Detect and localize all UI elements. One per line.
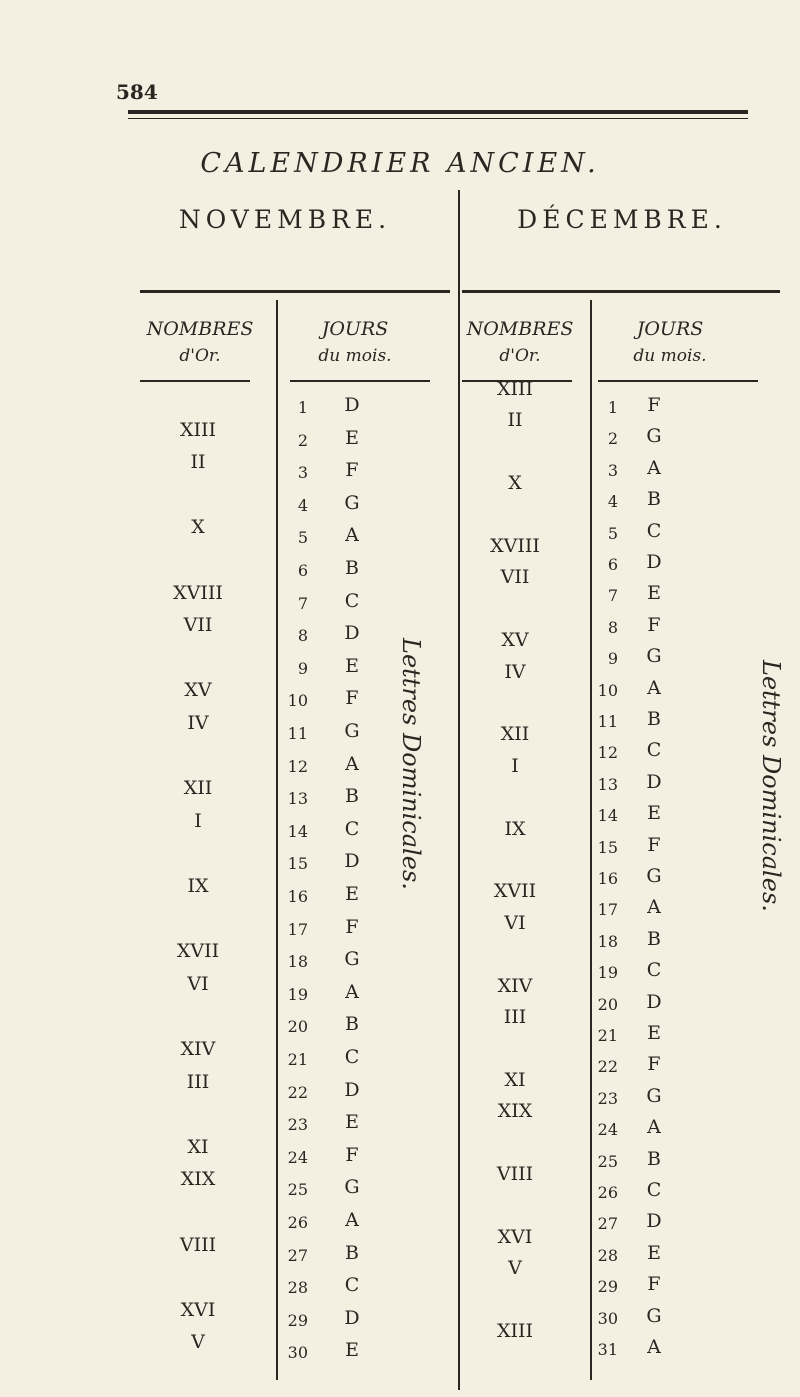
dominical-letter: D	[646, 551, 662, 573]
golden-number: XV	[184, 679, 212, 702]
day-number: 24	[287, 1147, 308, 1167]
golden-number: X	[191, 516, 205, 539]
day-number: 27	[287, 1245, 308, 1265]
golden-number: II	[507, 409, 523, 432]
golden-number: II	[190, 451, 206, 474]
dominical-letter: B	[345, 1241, 359, 1264]
day-number: 29	[287, 1310, 308, 1330]
day-number: 31	[597, 1340, 618, 1359]
day-number: 16	[597, 869, 618, 888]
dominical-letter: D	[344, 1078, 360, 1101]
golden-number: IV	[187, 712, 209, 734]
day-number: 23	[287, 1115, 308, 1135]
dominical-letter: A	[345, 980, 359, 1003]
golden-number: III	[503, 1006, 527, 1028]
day-number: 18	[287, 952, 308, 972]
nov-dominical-label: Lettres Dominicales.	[397, 638, 425, 890]
day-number: 23	[597, 1088, 618, 1108]
dominical-letter: G	[344, 491, 360, 514]
day-number: 19	[287, 984, 308, 1004]
day-number: 7	[607, 586, 618, 606]
dominical-letter: G	[344, 948, 360, 971]
top-rule-thin	[128, 118, 748, 119]
month-november: NOVEMBRE.	[178, 205, 392, 234]
day-number: 10	[287, 691, 308, 711]
golden-number: XII	[500, 723, 530, 746]
month-december: DÉCEMBRE.	[517, 205, 727, 234]
day-number: 2	[297, 430, 308, 450]
nov-golden-subheader: d'Or.	[179, 346, 221, 366]
dominical-letter: C	[646, 959, 662, 982]
golden-number: VIII	[496, 1163, 534, 1185]
day-number: 26	[597, 1183, 618, 1202]
day-number: 15	[597, 837, 618, 857]
golden-number: III	[186, 1070, 210, 1093]
day-number: 30	[287, 1343, 308, 1363]
day-number: 17	[287, 919, 308, 939]
golden-number: XV	[501, 629, 529, 652]
day-number: 3	[607, 460, 618, 480]
dominical-letter: E	[647, 1022, 661, 1044]
day-number: 5	[297, 528, 308, 548]
dominical-letter: B	[647, 927, 661, 950]
nov-golden-header: NOMBRES	[146, 318, 254, 340]
day-number: 25	[597, 1151, 618, 1171]
day-number: 20	[287, 1017, 308, 1037]
dominical-letter: D	[646, 1210, 662, 1233]
day-number: 15	[287, 854, 308, 874]
dominical-letter: G	[646, 425, 662, 448]
dec-dominical-label: Lettres Dominicales.	[757, 660, 785, 912]
golden-number: I	[511, 754, 519, 777]
sub-rule-1	[140, 380, 250, 382]
day-number: 20	[597, 994, 618, 1014]
day-number: 27	[597, 1214, 618, 1234]
dominical-letter: B	[647, 708, 661, 730]
dominical-letter: A	[647, 676, 661, 699]
dominical-letter: B	[345, 1013, 359, 1036]
day-number: 1	[297, 398, 308, 417]
golden-number: VIII	[179, 1233, 217, 1256]
dominical-letter: G	[646, 1304, 662, 1327]
nov-days-header: JOURS	[321, 318, 389, 340]
dominical-letter: G	[646, 645, 662, 668]
golden-number: XIX	[497, 1100, 533, 1123]
golden-number: XIII	[179, 418, 217, 441]
dominical-letter: C	[646, 519, 662, 542]
dominical-letter: E	[647, 582, 661, 605]
day-number: 9	[297, 658, 308, 678]
dominical-letter: D	[646, 990, 662, 1013]
day-number: 22	[287, 1082, 308, 1102]
golden-number: XIX	[180, 1168, 216, 1191]
dominical-letter: B	[647, 488, 661, 511]
dominical-letter: E	[345, 883, 359, 905]
day-number: 5	[607, 523, 618, 543]
golden-number: XVIII	[173, 581, 223, 604]
golden-number: XVII	[176, 940, 220, 963]
dominical-letter: B	[345, 785, 359, 808]
day-number: 24	[597, 1120, 618, 1140]
center-divider	[458, 190, 460, 1390]
golden-number: VII	[183, 614, 213, 637]
header-rule-december	[462, 290, 780, 293]
golden-number: XVI	[497, 1225, 533, 1248]
day-number: 3	[297, 463, 308, 483]
dominical-letter: E	[345, 1111, 359, 1134]
dominical-letter: F	[647, 1273, 661, 1296]
dominical-letter: F	[345, 459, 359, 482]
day-number: 17	[597, 900, 618, 920]
golden-number: VII	[500, 566, 530, 589]
day-number: 8	[297, 626, 308, 646]
dominical-letter: A	[647, 896, 661, 919]
day-number: 22	[597, 1057, 618, 1077]
golden-number: XVIII	[490, 535, 540, 557]
day-number: 6	[607, 555, 618, 574]
dominical-letter: A	[647, 456, 661, 479]
day-number: 12	[287, 756, 308, 776]
golden-number: XVI	[180, 1298, 216, 1321]
dominical-letter: G	[344, 720, 360, 742]
top-rule	[128, 110, 748, 114]
golden-number: XIII	[496, 378, 534, 400]
dominical-letter: A	[647, 1116, 661, 1139]
day-number: 14	[287, 821, 308, 841]
day-number: 6	[297, 561, 308, 580]
sub-rule-2	[290, 380, 430, 382]
golden-number: I	[194, 809, 202, 832]
sub-rule-4	[598, 380, 758, 382]
dominical-letter: F	[647, 613, 661, 636]
day-number: 29	[597, 1277, 618, 1297]
golden-number: XII	[183, 777, 213, 800]
day-number: 28	[597, 1245, 618, 1265]
dominical-letter: B	[345, 557, 359, 579]
dominical-letter: E	[647, 1241, 661, 1264]
day-number: 7	[297, 593, 308, 613]
day-number: 9	[607, 649, 618, 669]
dominical-letter: D	[344, 394, 360, 416]
dec-golden-header: NOMBRES	[466, 318, 574, 340]
dominical-letter: E	[345, 1339, 359, 1362]
dominical-letter: D	[344, 622, 360, 645]
day-number: 18	[597, 931, 618, 951]
day-number: 26	[287, 1213, 308, 1232]
dominical-letter: C	[344, 817, 360, 840]
dominical-letter: E	[345, 426, 359, 449]
golden-number: V	[508, 1257, 522, 1280]
golden-number: XIV	[497, 974, 533, 997]
dominical-letter: D	[344, 1306, 360, 1329]
dominical-letter: G	[646, 865, 662, 887]
day-number: 13	[597, 774, 618, 794]
page-number: 584	[116, 80, 158, 104]
dec-days-header: JOURS	[636, 318, 704, 340]
golden-number: XIV	[180, 1038, 216, 1060]
nov-days-subheader: du mois.	[318, 346, 392, 366]
day-number: 28	[287, 1278, 308, 1298]
day-number: 10	[597, 680, 618, 700]
dominical-letter: F	[345, 687, 359, 710]
day-number: 12	[597, 743, 618, 763]
dominical-letter: A	[345, 752, 359, 775]
day-number: 21	[287, 1050, 308, 1069]
dominical-letter: E	[647, 802, 661, 825]
dec-days-subheader: du mois.	[633, 346, 707, 366]
dominical-letter: A	[345, 524, 359, 547]
dominical-letter: D	[646, 770, 662, 793]
day-number: 21	[597, 1026, 618, 1045]
golden-number: IX	[504, 817, 526, 840]
header-rule-november	[140, 290, 450, 293]
dec-golden-subheader: d'Or.	[499, 346, 541, 366]
day-number: 25	[287, 1180, 308, 1200]
dominical-letter: F	[647, 1053, 661, 1076]
dominical-letter: F	[647, 394, 661, 416]
golden-number: VI	[187, 972, 209, 995]
dominical-letter: C	[344, 1046, 360, 1068]
dominical-letter: B	[647, 1147, 661, 1170]
golden-number: XIII	[496, 1320, 534, 1342]
day-number: 14	[597, 806, 618, 826]
golden-number: IX	[187, 875, 209, 897]
dominical-letter: A	[647, 1336, 661, 1358]
golden-number: XVII	[493, 880, 537, 903]
dominical-letter: F	[345, 915, 359, 938]
dominical-letter: A	[345, 1209, 359, 1231]
golden-number: VI	[504, 911, 526, 934]
dominical-letter: C	[646, 739, 662, 762]
page-title: CALENDRIER ANCIEN.	[200, 148, 600, 179]
dominical-letter: E	[345, 654, 359, 677]
dominical-letter: D	[344, 850, 360, 873]
dominical-letter: F	[647, 833, 661, 856]
golden-number: X	[508, 472, 522, 495]
golden-number: V	[191, 1331, 205, 1354]
day-number: 16	[287, 887, 308, 906]
golden-number: XI	[187, 1135, 209, 1158]
golden-number: XI	[504, 1068, 526, 1091]
day-number: 11	[597, 712, 618, 731]
day-number: 4	[607, 492, 618, 512]
day-number: 8	[607, 617, 618, 637]
day-number: 2	[607, 429, 618, 449]
golden-number: IV	[504, 660, 526, 683]
dominical-letter: C	[344, 589, 360, 612]
dominical-letter: G	[646, 1084, 662, 1107]
dominical-letter: G	[344, 1176, 360, 1199]
dominical-letter: F	[345, 1143, 359, 1166]
day-number: 11	[287, 724, 308, 743]
day-number: 13	[287, 789, 308, 809]
dominical-letter: C	[646, 1179, 662, 1201]
day-number: 1	[607, 398, 618, 417]
day-number: 4	[297, 495, 308, 515]
day-number: 19	[597, 963, 618, 983]
day-number: 30	[597, 1308, 618, 1328]
dominical-letter: C	[344, 1274, 360, 1297]
